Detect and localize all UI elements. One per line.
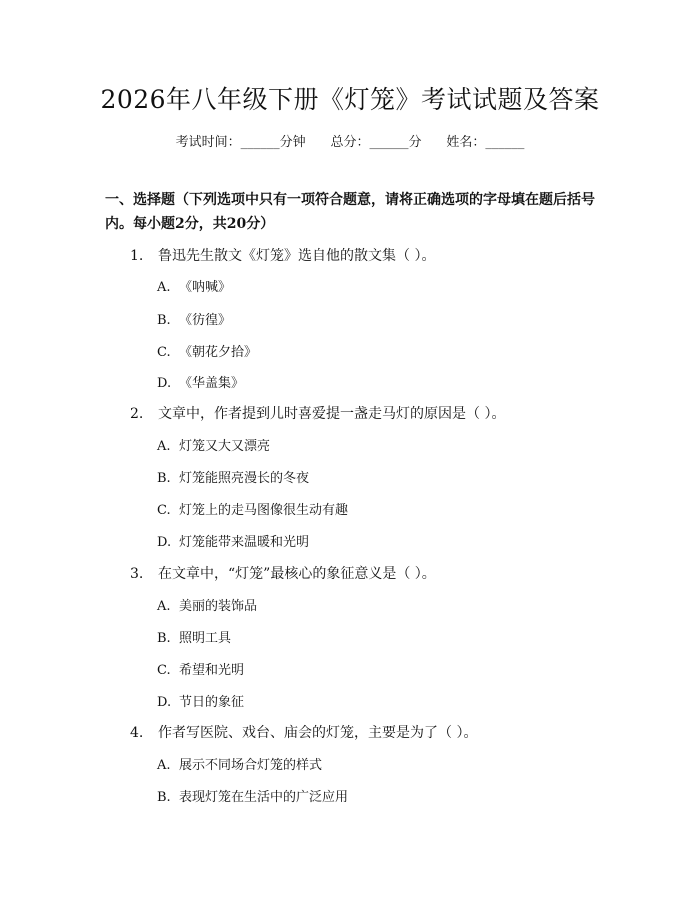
option-text: 灯笼上的走马图像很生动有趣 [179, 503, 349, 518]
option-letter: B. [157, 790, 171, 805]
option-letter: A. [157, 599, 171, 614]
time-label: 考试时间： [175, 135, 241, 150]
option-letter: D. [157, 376, 172, 391]
question-number: 4. [130, 725, 144, 741]
page-title: 2026年八年级下册《灯笼》考试试题及答案 [100, 85, 600, 114]
option [157, 754, 322, 773]
score-label: 总分： [330, 135, 370, 150]
option-text: 灯笼能照亮漫长的冬夜 [179, 471, 310, 486]
option-letter: B. [157, 471, 171, 486]
option-letter: D. [157, 535, 172, 550]
question-number: 2. [130, 406, 144, 422]
option [157, 531, 309, 550]
question [130, 403, 505, 423]
question-text: 作者写医院、戏台、庙会的灯笼，主要是为了（ ）。 [158, 725, 478, 741]
option-letter: B. [157, 313, 171, 328]
option-letter: C. [157, 345, 171, 360]
option-letter: A. [157, 758, 171, 773]
question-text: 文章中，作者提到儿时喜爱提一盏走马灯的原因是（ ）。 [158, 406, 506, 422]
option-text: 《彷徨》 [179, 313, 232, 328]
option-letter: C. [157, 503, 171, 518]
option-letter: C. [157, 663, 171, 678]
option [157, 341, 257, 360]
question [130, 245, 435, 265]
name-label: 姓名： [446, 135, 486, 150]
exam-meta-line [0, 131, 700, 150]
option [157, 467, 309, 486]
score-blank: ______分 [369, 135, 422, 150]
option [157, 499, 348, 518]
name-blank: ______ [485, 135, 525, 150]
question [130, 722, 477, 742]
option-text: 《朝花夕拾》 [179, 345, 258, 360]
section-heading: 一、选择题（下列选项中只有一项符合题意，请将正确选项的字母填在题后括号内。每小题2分，共20分） [105, 192, 595, 232]
option-letter: D. [157, 695, 172, 710]
question-text: 在文章中，“灯笼”最核心的象征意义是（ ）。 [158, 566, 436, 582]
option [157, 786, 348, 805]
option-text: 展示不同场合灯笼的样式 [179, 758, 323, 773]
question-number: 1. [130, 248, 144, 264]
option-letter: A. [157, 280, 171, 295]
option-text: 灯笼又大又漂亮 [179, 439, 271, 454]
option [157, 659, 244, 678]
option-letter: A. [157, 439, 171, 454]
option-text: 灯笼能带来温暖和光明 [179, 535, 310, 550]
option-text: 《呐喊》 [179, 280, 232, 295]
option [157, 627, 231, 646]
option [157, 276, 231, 295]
option-text: 表现灯笼在生活中的广泛应用 [179, 790, 349, 805]
option [157, 435, 270, 454]
option-text: 照明工具 [179, 631, 232, 646]
option-text: 节日的象征 [179, 695, 245, 710]
option [157, 595, 257, 614]
question-number: 3. [130, 566, 144, 582]
option [157, 309, 231, 328]
option-text: 希望和光明 [179, 663, 245, 678]
option [157, 372, 244, 391]
option-text: 《华盖集》 [179, 376, 245, 391]
question [130, 563, 436, 583]
time-blank: ______分钟 [240, 135, 306, 150]
question-text: 鲁迅先生散文《灯笼》选自他的散文集（ ）。 [158, 248, 436, 264]
option [157, 691, 244, 710]
option-text: 美丽的装饰品 [179, 599, 258, 614]
option-letter: B. [157, 631, 171, 646]
